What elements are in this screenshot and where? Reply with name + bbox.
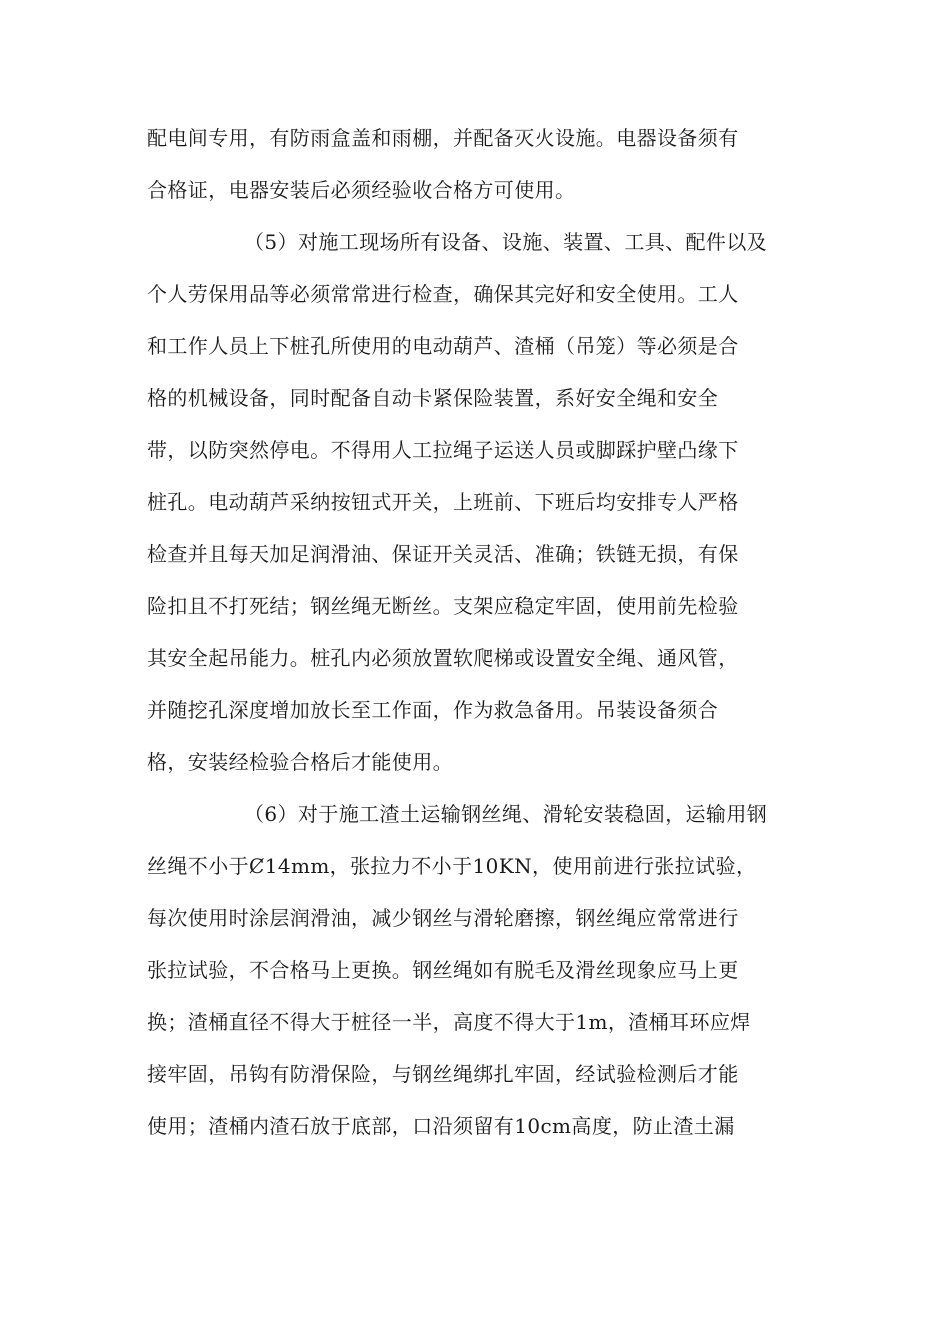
text-line: 其安全起吊能力。桩孔内必须放置软爬梯或设置安全绳、通风管， — [147, 646, 739, 670]
text-line: 配电间专用，有防雨盒盖和雨棚，并配备灭火设施。电器设备须有 — [147, 126, 739, 150]
text-line: 格，安装经检验合格后才能使用。 — [147, 750, 453, 774]
text-line: 换；渣桶直径不得大于桩径一半，高度不得大于1m，渣桶耳环应焊 — [147, 1010, 751, 1034]
text-line: 险扣且不打死结；钢丝绳无断丝。支架应稳定牢固，使用前先检验 — [147, 594, 739, 618]
text-line: 张拉试验，不合格马上更换。钢丝绳如有脱毛及滑丝现象应马上更 — [147, 958, 739, 982]
text-line: 合格证，电器安装后必须经验收合格方可使用。 — [147, 178, 576, 202]
paragraph-5-start: （5）对施工现场所有设备、设施、装置、工具、配件以及 — [244, 230, 768, 254]
text-line: 丝绳不小于Ȼ14mm，张拉力不小于10KN，使用前进行张拉试验， — [147, 854, 757, 878]
text-line: 个人劳保用品等必须常常进行检查，确保其完好和安全使用。工人 — [147, 282, 739, 306]
text-line: 和工作人员上下桩孔所使用的电动葫芦、渣桶（吊笼）等必须是合 — [147, 334, 739, 358]
text-line: 带，以防突然停电。不得用人工拉绳子运送人员或脚踩护壁凸缘下 — [147, 438, 739, 462]
text-line: 并随挖孔深度增加放长至工作面，作为救急备用。吊装设备须合 — [147, 698, 719, 722]
text-line: 使用；渣桶内渣石放于底部，口沿须留有10cm高度，防止渣土漏 — [147, 1114, 735, 1138]
text-line: 桩孔。电动葫芦采纳按钮式开关，上班前、下班后均安排专人严格 — [147, 490, 739, 514]
text-line: 格的机械设备，同时配备自动卡紧保险装置，系好安全绳和安全 — [147, 386, 719, 410]
text-line: 每次使用时涂层润滑油，减少钢丝与滑轮磨擦，钢丝绳应常常进行 — [147, 906, 739, 930]
text-line: 检查并且每天加足润滑油、保证开关灵活、准确；铁链无损，有保 — [147, 542, 739, 566]
text-line: 接牢固，吊钩有防滑保险，与钢丝绳绑扎牢固，经试验检测后才能 — [147, 1062, 739, 1086]
paragraph-6-start: （6）对于施工渣土运输钢丝绳、滑轮安装稳固，运输用钢 — [244, 802, 768, 826]
